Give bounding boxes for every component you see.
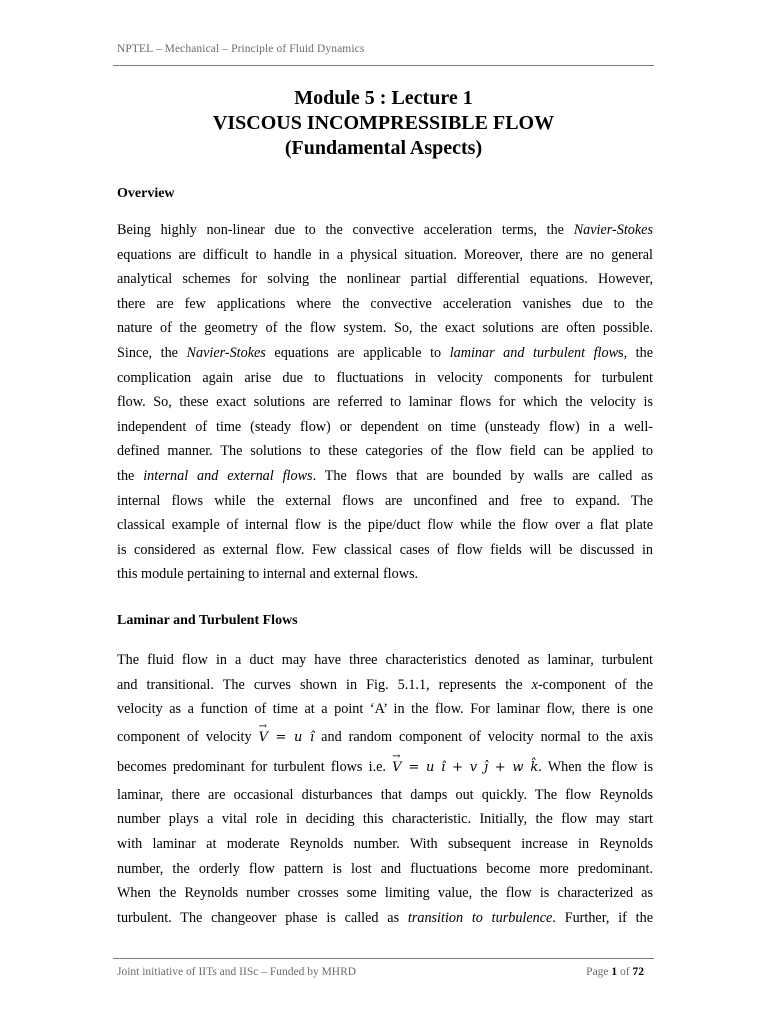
text-line: flow. So, these exact solutions are referred to laminar flows for which the velocity is	[117, 394, 653, 411]
laminar-turbulent-paragraph	[117, 648, 653, 930]
text-line: laminar, there are occasional disturbances that damps out quickly. The flow Reynolds	[117, 786, 653, 803]
text-line: there are few applications where the convective acceleration vanishes due to the	[117, 295, 653, 312]
running-header: NPTEL – Mechanical – Principle of Fluid Dynamics	[117, 43, 365, 55]
text-line: When the Reynolds number crosses some limiting value, the flow is characterized as	[117, 885, 653, 902]
overview-paragraph	[117, 218, 653, 587]
text-line: is considered as external flow. Few classical cases of flow fields will be discussed in	[117, 541, 653, 558]
text-line: nature of the geometry of the flow system. So, the exact solutions are often possible.	[117, 320, 653, 337]
title-line-subtitle: (Fundamental Aspects)	[284, 137, 483, 159]
header-divider	[113, 65, 654, 66]
text-line: The fluid flow in a duct may have three characteristics denoted as laminar, turbulent	[117, 652, 653, 668]
text-line: this module pertaining to internal and external flows.	[117, 566, 419, 583]
title-line-module: Module 5 : Lecture 1	[294, 87, 473, 109]
text-line: the internal and external flows. The flows that are bounded by walls are called as	[117, 467, 653, 484]
text-line: equations are difficult to handle in a physical situation. Moreover, there are no general	[117, 246, 653, 263]
text-line: number plays a vital role in deciding this characteristic. Initially, the flow may start	[117, 811, 653, 828]
velocity-equation-turbulent: → V = u î + v ĵ + w k̂	[392, 760, 538, 775]
text-line: Being highly non-linear due to the convective acceleration terms, the Navier-Stokes	[117, 222, 653, 238]
text-line: internal flows while the external flows are unconfined and free to expand. The	[117, 492, 653, 509]
footer-divider	[113, 958, 654, 959]
text-line-equation: component of velocity → V = u î and random component of velocity normal to the axis	[117, 722, 653, 753]
laminar-turbulent-heading: Laminar and Turbulent Flows	[117, 613, 298, 628]
text-line: velocity as a function of time at a point ‘A’ in the flow. For laminar flow, there is one	[117, 701, 653, 718]
text-line-equation: becomes predominant for turbulent flows i.e. → V = u î + v ĵ + w k̂. When the flow is	[117, 752, 653, 783]
text-line: turbulent. The changeover phase is called as transition to turbulence. Further, if the	[117, 909, 653, 926]
document-title	[113, 86, 654, 161]
text-line: independent of time (steady flow) or dependent on time (unsteady flow) in a well-	[117, 418, 653, 435]
text-line: analytical schemes for solving the nonlinear partial differential equations. However,	[117, 271, 653, 288]
page-number: Page 1 of 72	[586, 966, 644, 978]
text-line: complication again arise due to fluctuations in velocity components for turbulent	[117, 369, 653, 386]
title-line-topic: VISCOUS INCOMPRESSIBLE FLOW	[212, 112, 555, 134]
text-line: with laminar at moderate Reynolds number. With subsequent increase in Reynolds	[117, 835, 653, 852]
text-line: and transitional. The curves shown in Fig. 5.1.1, represents the x-component of the	[117, 676, 653, 693]
text-line: number, the orderly flow pattern is lost and fluctuations become more predominant.	[117, 860, 653, 877]
footer-credit: Joint initiative of IITs and IISc – Funded by MHRD	[117, 966, 357, 978]
text-line: Since, the Navier-Stokes equations are applicable to laminar and turbulent flows, the	[117, 344, 654, 361]
velocity-equation-laminar: → V = u î	[259, 730, 315, 745]
text-line: classical example of internal flow is the pipe/duct flow while the flow over a flat plate	[117, 517, 653, 534]
text-line: defined manner. The solutions to these categories of the flow field can be applied to	[117, 443, 653, 460]
overview-heading: Overview	[117, 186, 175, 201]
